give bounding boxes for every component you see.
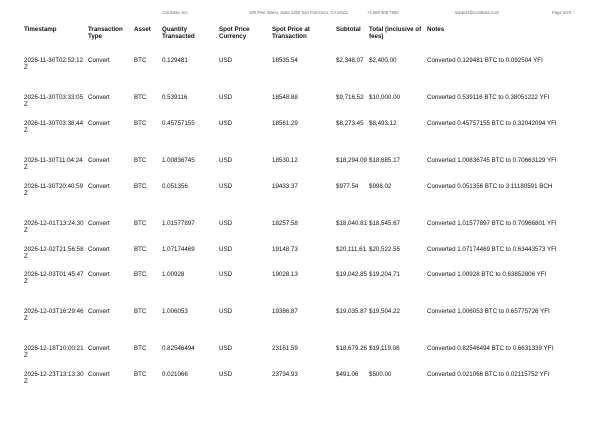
cell-subtotal: $491.06 xyxy=(336,371,359,378)
cell-timestamp: 2026-12-01T13:24:30Z xyxy=(24,220,84,235)
cell-subtotal: $18,294.09 xyxy=(336,157,367,164)
cell-timestamp: 2026-11-30T11:04:24Z xyxy=(24,157,83,172)
cell-notes: Converted 1.00928 BTC to 0.63852806 YFI xyxy=(427,271,547,278)
cell-total: $19,204.71 xyxy=(369,271,400,278)
cell-asset: BTC xyxy=(134,246,147,253)
cell-notes: Converted 0.82546494 BTC to 0.6631339 YFI xyxy=(427,345,554,352)
table-header-row xyxy=(24,26,579,57)
cell-quantity: 0.129481 xyxy=(162,57,188,64)
cell-spot-price-currency: USD xyxy=(219,57,233,64)
cell-spot-price-currency: USD xyxy=(219,120,233,127)
cell-asset: BTC xyxy=(134,345,147,352)
cell-asset: BTC xyxy=(134,157,147,164)
cell-transaction-type: Convert xyxy=(88,371,110,378)
table-row xyxy=(24,94,579,120)
cell-total: $19,119.08 xyxy=(369,345,400,352)
cell-notes: Converted 1.07174469 BTC to 0.63443573 YFI xyxy=(427,246,557,253)
cell-spot-price-currency: USD xyxy=(219,345,233,352)
cell-spot-price-currency: USD xyxy=(219,308,233,315)
cell-notes: Converted 0.539116 BTC to 0.38051222 YFI xyxy=(427,94,550,101)
cell-spot-price: 19028.13 xyxy=(272,271,298,278)
col-header-quantity: Quantity Transacted xyxy=(162,26,195,41)
cell-timestamp: 2026-11-30T03:33:05Z xyxy=(24,94,84,109)
cell-transaction-type: Convert xyxy=(88,246,110,253)
cell-total: $998.02 xyxy=(369,183,392,190)
cell-notes: Converted 0.129481 BTC to 0.092504 YFI xyxy=(427,57,543,64)
cell-subtotal: $20,111.61 xyxy=(336,246,367,253)
cell-quantity: 0.539116 xyxy=(162,94,188,101)
cell-transaction-type: Convert xyxy=(88,157,110,164)
cell-timestamp: 2026-12-03T01:45:47Z xyxy=(24,271,84,286)
cell-transaction-type: Convert xyxy=(88,220,110,227)
cell-spot-price: 23734.93 xyxy=(272,371,298,378)
cell-quantity: 1.00928 xyxy=(162,271,185,278)
cell-total: $8,493.12 xyxy=(369,120,397,127)
col-header-total: Total (inclusive of fees) xyxy=(369,26,422,41)
cell-spot-price: 18548.88 xyxy=(272,94,298,101)
cell-transaction-type: Convert xyxy=(88,308,110,315)
cell-timestamp: 2026-12-23T13:13:30Z xyxy=(24,371,84,386)
cell-spot-price-currency: USD xyxy=(219,371,233,378)
col-header-timestamp: Timestamp xyxy=(24,26,57,33)
cell-asset: BTC xyxy=(134,308,147,315)
cell-quantity: 1.07174469 xyxy=(162,246,195,253)
page-header xyxy=(0,10,600,18)
cell-subtotal: $19,035.87 xyxy=(336,308,367,315)
cell-notes: Converted 0.051356 BTC to 3.11180591 BCH xyxy=(427,183,553,190)
cell-subtotal: $18,679.26 xyxy=(336,345,367,352)
table-row xyxy=(24,271,579,308)
cell-transaction-type: Convert xyxy=(88,183,110,190)
cell-transaction-type: Convert xyxy=(88,94,110,101)
cell-asset: BTC xyxy=(134,271,147,278)
cell-total: $18,685.17 xyxy=(369,157,400,164)
cell-asset: BTC xyxy=(134,183,147,190)
cell-spot-price-currency: USD xyxy=(219,246,233,253)
cell-notes: Converted 1.006053 BTC to 0.65775726 YFI xyxy=(427,308,550,315)
cell-timestamp: 2026-11-30T20:40:59Z xyxy=(24,183,84,198)
table-row xyxy=(24,157,579,183)
header-email: support@coinbase.com xyxy=(455,10,500,15)
table-row xyxy=(24,246,579,271)
cell-quantity: 0.051356 xyxy=(162,183,188,190)
cell-subtotal: $2,348.07 xyxy=(336,57,364,64)
header-address: 100 Pine Street, Suite 1250 San Francisco, CA 94111 xyxy=(249,10,349,15)
col-header-notes: Notes xyxy=(427,26,445,33)
cell-subtotal: $18,040.81 xyxy=(336,220,367,227)
cell-spot-price: 18561.29 xyxy=(272,120,298,127)
cell-quantity: 1.01577897 xyxy=(162,220,195,227)
cell-quantity: 0.82546494 xyxy=(162,345,195,352)
cell-subtotal: $8,273.45 xyxy=(336,120,364,127)
cell-spot-price: 18530.12 xyxy=(272,157,298,164)
cell-notes: Converted 0.45757155 BTC to 0.32042094 YFI xyxy=(427,120,557,127)
table-row xyxy=(24,57,579,94)
cell-notes: Converted 1.01577897 BTC to 0.70966801 YFI xyxy=(427,220,557,227)
cell-total: $18,545.67 xyxy=(369,220,400,227)
table-row xyxy=(24,371,579,401)
cell-total: $19,504.22 xyxy=(369,308,400,315)
cell-spot-price: 23161.59 xyxy=(272,345,298,352)
transactions-table xyxy=(24,26,579,401)
cell-asset: BTC xyxy=(134,371,147,378)
col-header-spot-price: Spot Price at Transaction xyxy=(272,26,310,41)
header-phone: +1 888 908 7930 xyxy=(367,10,399,15)
table-row xyxy=(24,220,579,246)
cell-asset: BTC xyxy=(134,220,147,227)
cell-spot-price-currency: USD xyxy=(219,271,233,278)
col-header-asset: Asset xyxy=(134,26,151,33)
col-header-subtotal: Subtotal xyxy=(336,26,361,33)
cell-total: $500.00 xyxy=(369,371,392,378)
cell-timestamp: 2026-12-02T21:56:58Z xyxy=(24,246,84,261)
cell-spot-price-currency: USD xyxy=(219,220,233,227)
table-row xyxy=(24,308,579,345)
cell-spot-price: 19433.37 xyxy=(272,183,298,190)
table-row xyxy=(24,183,579,220)
cell-total: $10,000.00 xyxy=(369,94,400,101)
col-header-spot-price-currency: Spot Price Currency xyxy=(219,26,250,41)
cell-spot-price-currency: USD xyxy=(219,157,233,164)
cell-subtotal: $9,716.52 xyxy=(336,94,364,101)
cell-transaction-type: Convert xyxy=(88,345,110,352)
cell-asset: BTC xyxy=(134,120,147,127)
cell-quantity: 0.45757155 xyxy=(162,120,195,127)
cell-asset: BTC xyxy=(134,94,147,101)
cell-quantity: 0.021066 xyxy=(162,371,188,378)
cell-timestamp: 2026-12-03T16:29:46Z xyxy=(24,308,84,323)
cell-quantity: 1.00836745 xyxy=(162,157,195,164)
cell-spot-price-currency: USD xyxy=(219,94,233,101)
cell-subtotal: $19,042.85 xyxy=(336,271,367,278)
cell-transaction-type: Convert xyxy=(88,57,110,64)
header-company: Coinbase, Inc. xyxy=(162,10,189,15)
cell-total: $2,400.00 xyxy=(369,57,397,64)
cell-spot-price: 18535.54 xyxy=(272,57,298,64)
cell-transaction-type: Convert xyxy=(88,120,110,127)
cell-transaction-type: Convert xyxy=(88,271,110,278)
cell-subtotal: $977.54 xyxy=(336,183,359,190)
cell-spot-price: 19148.73 xyxy=(272,246,298,253)
cell-asset: BTC xyxy=(134,57,147,64)
cell-notes: Converted 1.00836745 BTC to 0.70663129 YFI xyxy=(427,157,557,164)
cell-timestamp: 2026-11-30T03:38:44Z xyxy=(24,120,84,135)
header-page-number: Page 6/23 xyxy=(552,10,572,15)
cell-spot-price: 18257.58 xyxy=(272,220,298,227)
cell-spot-price: 19386.87 xyxy=(272,308,298,315)
cell-notes: Converted 0.021066 BTC to 0.02115752 YFI xyxy=(427,371,550,378)
cell-quantity: 1.006053 xyxy=(162,308,188,315)
cell-total: $20,522.55 xyxy=(369,246,400,253)
cell-spot-price-currency: USD xyxy=(219,183,233,190)
table-row xyxy=(24,345,579,371)
table-row xyxy=(24,120,579,157)
cell-timestamp: 2026-11-30T02:52:12Z xyxy=(24,57,84,72)
col-header-transaction-type: Transaction Type xyxy=(88,26,123,41)
cell-timestamp: 2026-12-18T10:00:21Z xyxy=(24,345,84,360)
